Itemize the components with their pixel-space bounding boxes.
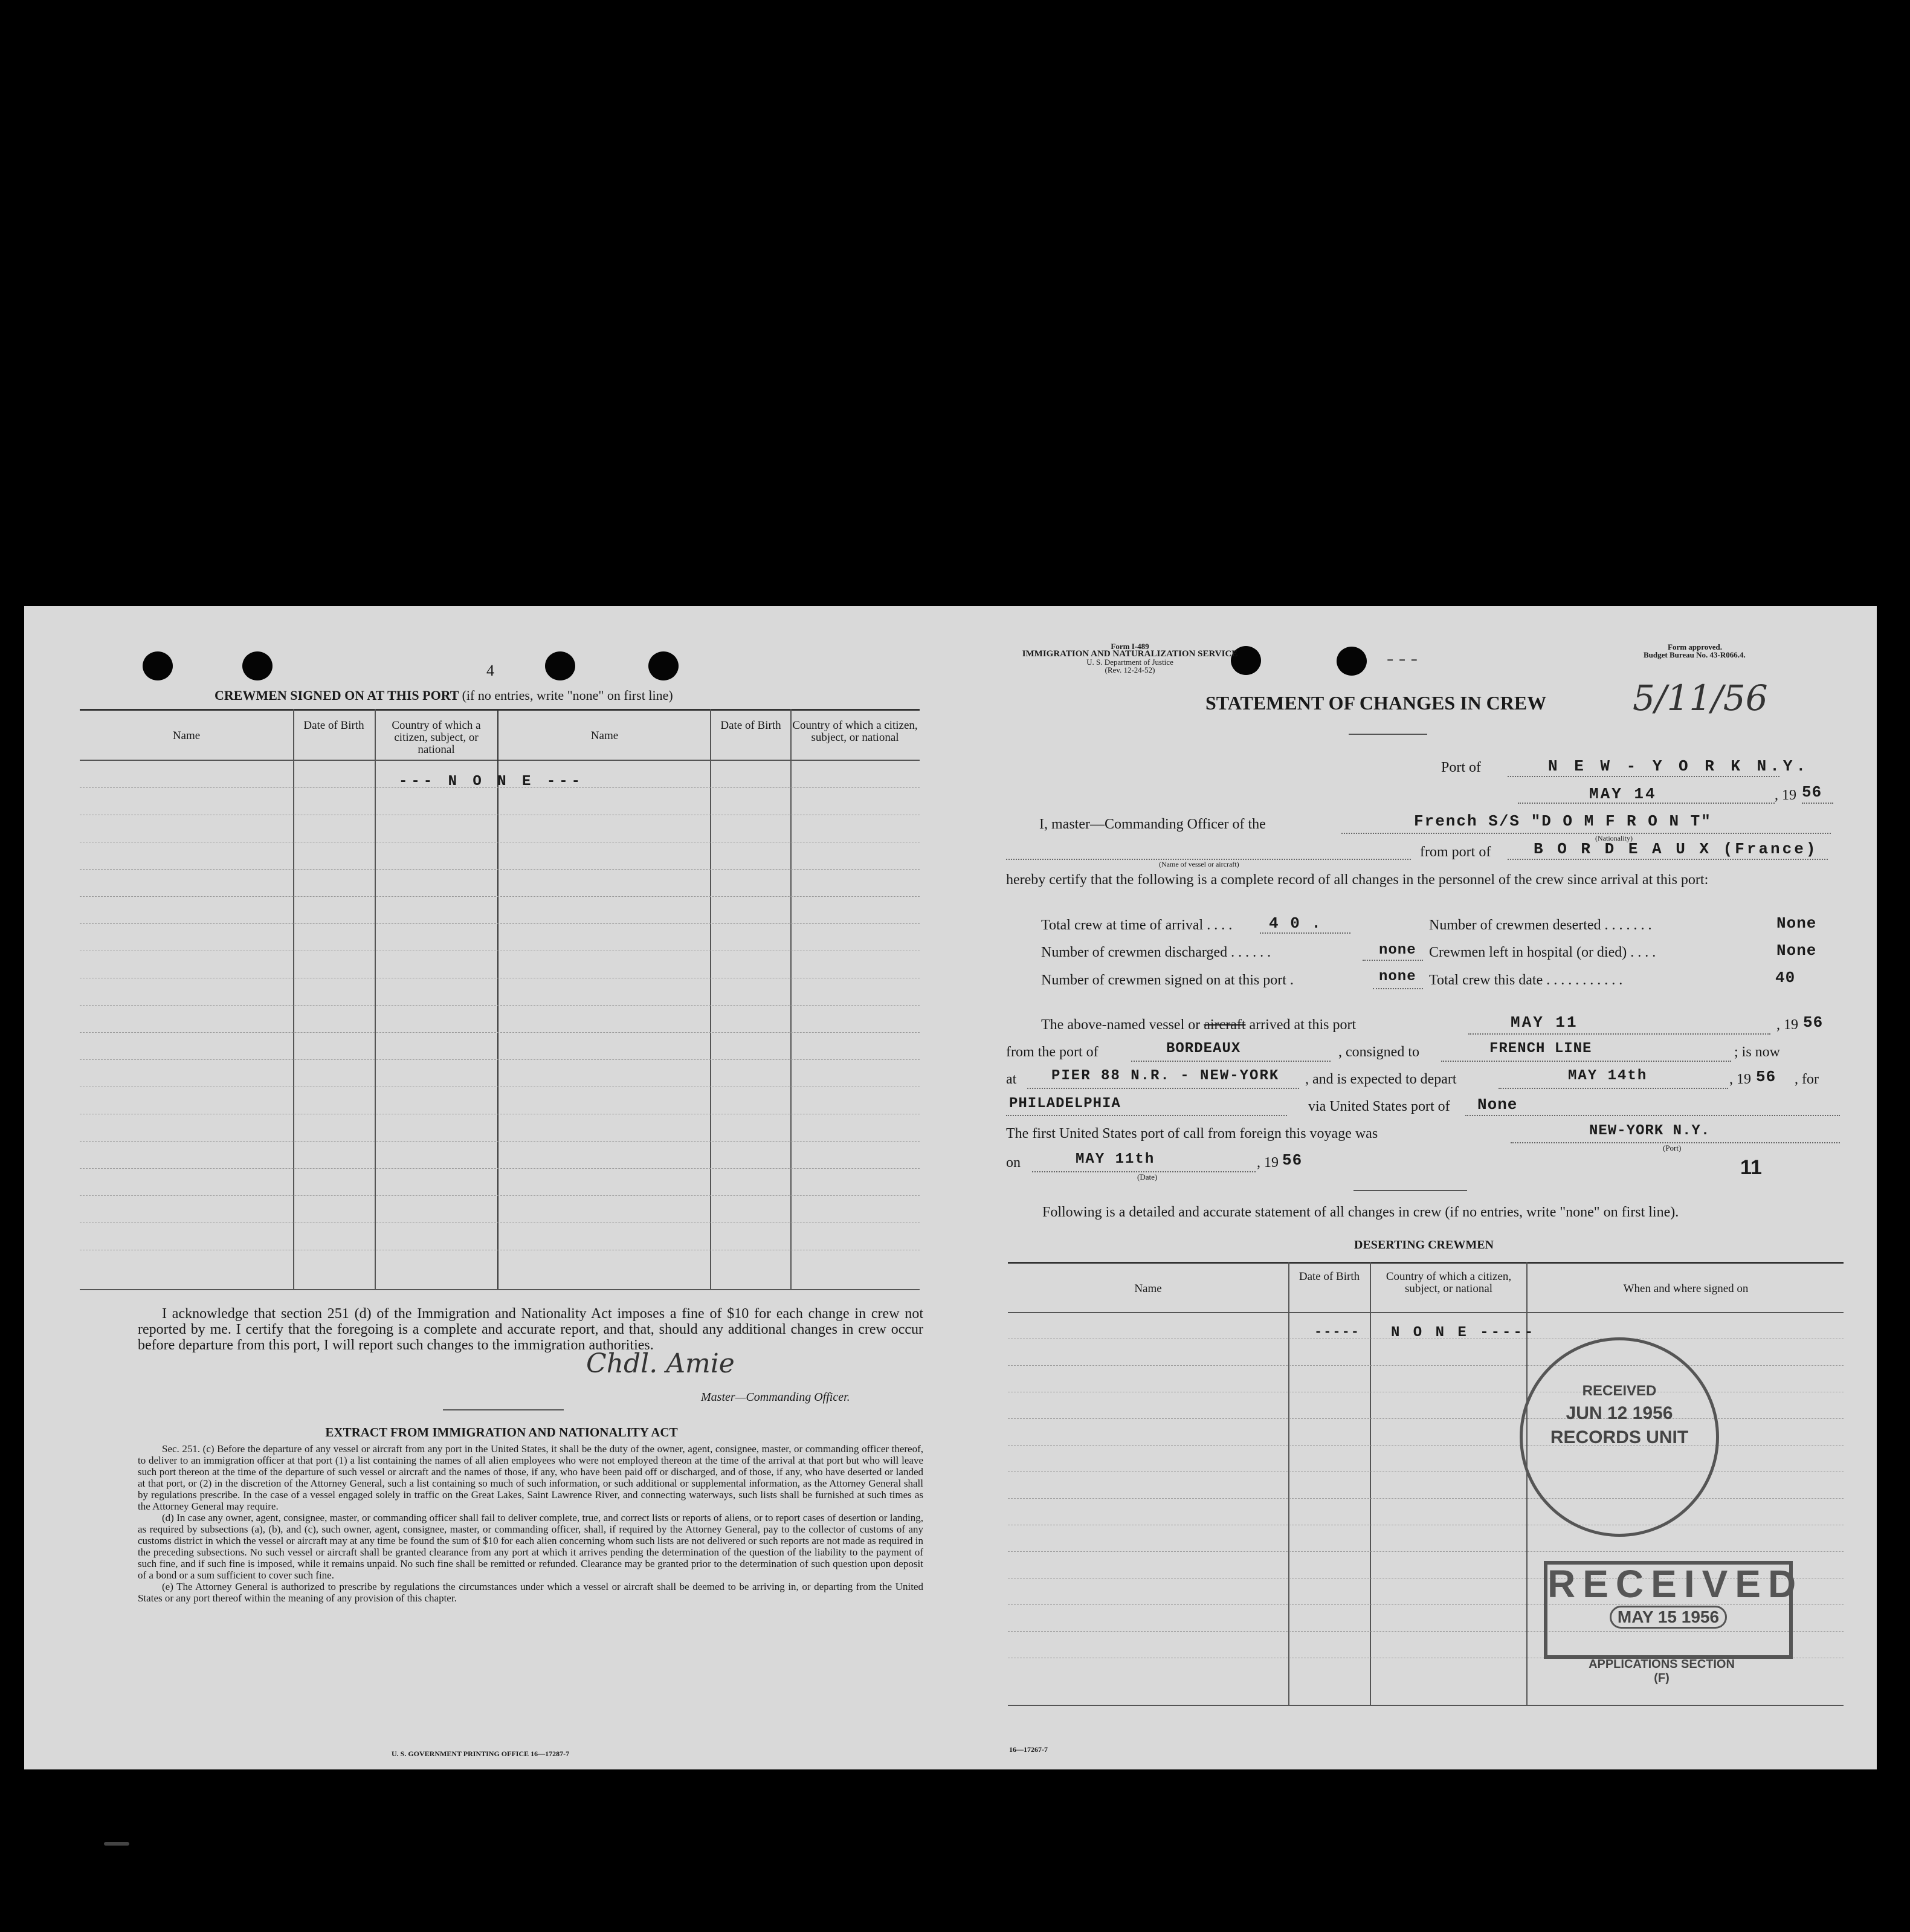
at-label: at — [1006, 1071, 1017, 1087]
table-row — [80, 896, 920, 897]
report-date: MAY 14 — [1589, 785, 1657, 803]
col-country-2: Country of which a citizen, subject, or national — [792, 719, 918, 744]
table-row — [80, 869, 920, 870]
crew-changes-form: 4 CREWMEN SIGNED ON AT THIS PORT (if no entries, write "none" on first line) Name Date of Birth Country of which a citizen, subject, or national Name Date of Birth Country of which a citizen, subject, or national --- N O N E --- I acknowledge that section 251 (d) of the Immigration and Nationality Act imposes a fine of $10 for each change in crew not reported by me. I certify that the foregoing is a complete and accurate report, and that, should any additional changes in crew occur before departure from this port, I will report such changes to the immigration authorities. Chdl. Amie Master—Commanding Officer. EXTRACT FROM IMMIGRATION AND NATIONALITY ACT Sec. 251. (c) Before the departure of any vessel or aircraft from any port in the United States, it shall be the duty of the owner, agent, consignee, master, or commanding officer thereof, to deliver to an immigration officer at that port (1) a list containing the names of all alien employees who were not employed thereon at the time of the arrival at that port but who will leave such port thereon at the time of the departure of such vessel or aircraft and the names of those, if any, who have been paid off or discharged, and of those, if any, who have deserted or landed at that port, or (2) in the discretion of the Attorney General, such a list containing so much of such information, or such additional or supplemental information, as the Attorney General shall by regulations prescribe. In the case of a vessel engaged solely in traffic on the Great Lakes, Saint Lawrence River, and connecting waterways, such lists shall be furnished at such times as the Attorney General may require. (d) In case any owner, agent, consignee, master, or commanding officer shall fail to deliver complete, true, and correct lists or reports of aliens, or to report cases of desertion or landing, as required by subsections (a), (b), and (c), such owner, agent, consignee, master, or commanding officer, shall, if required by the Attorney General, pay to the collector of customs of any customs district in which the vessel or aircraft may at any time be found the sum of $10 for each alien concerning whom such lists are not delivered or such reports are not made as required in the preceding subsections. No such vessel or aircraft shall be granted clearance from any port at which it arrives pending the determination of the question of the liability to the payment of such fine, and if such fine is imposed, while it remains unpaid. No such fine shall be remitted or refunded. Clearance may be granted prior to the determination of such question upon deposit of a bond or a sum sufficient to cover such fine. (e) The Attorney General is authorized to prescribe by regulations the circumstances under which a vessel or aircraft shall be deemed to be arriving in, or departing from the United States or any port thereof within the meaning of any provision of this chapter. U. S. GOVERNMENT PRINTING OFFICE 16—17287-7 Form I-489 IMMIGRATION AND NATURALIZATION SERVICE U. S. Department of Justice (Rev. 12-24-52) Form approved. Budget Bureau No. 43-R066.4. - - - 5/11/56 STATEMENT OF CHANGES IN CREW Port of N E W - Y O R K N.Y. MAY 14 , 19 56 I, master—Commanding Officer of the French S/S "D O M F R O N T" (Nationality) from port of B O R D E A U X (France) (Name of vessel or aircraft) hereby certify that the following is a complete record of all changes in the personnel of the crew since arrival at this port: Total crew at time of arrival . . . . 4 0 . Number of crewmen deserted . . . . . . . None Number of crewmen discharged . . . . . . none Crewmen left in hospital (or died) . . . . None Number of crewmen signed on at this port . none Total crew this date . . . . . . . . . . . 40 The above-named vessel or aircraft arrived at this port MAY 11 , 19 56 from the port of BORDEAUX , consigned to FRENCH LINE ; is now at PIER 88 N.R. - NEW-YORK , and is expected to depart MAY 14th , 19 56 , for PHILADELPHIA via United States port of None The first United States port of call from foreign this voyage was NEW-YORK N.Y. (Port) on MAY 11th , 19 56 (Date) 11 Following is a detailed and accurate statement of all changes in crew (if no entries, write "none" on first line). DESERTING CREWMEN Name Date of Birth Country of which a citizen, subject, or national When and where signed on ----- N O N E ----- RECEIVED JUN 12 1956 RECORDS UNIT RECEIVED MAY 15 1956 APPLICATIONS SECTION (F) 16—17267-7 — [24, 606, 1877, 1769]
vessel-name: French S/S "D O M F R O N T" — [1414, 812, 1712, 830]
punch-hole — [143, 651, 173, 680]
arrived-year: 56 — [1803, 1013, 1824, 1032]
port-note: (Port) — [1663, 1143, 1682, 1152]
depart-year-prefix: , 19 — [1729, 1071, 1751, 1087]
col-dob-2: Date of Birth — [720, 719, 781, 732]
from-port-label: from port of — [1420, 844, 1491, 860]
right-footer: 16—17267-7 — [1009, 1745, 1048, 1754]
following-text: Following is a detailed and accurate statement of all changes in crew (if no entries, write "none" on first line). — [1042, 1204, 1679, 1220]
table-row — [80, 787, 920, 788]
form-title: STATEMENT OF CHANGES IN CREW — [1205, 692, 1547, 714]
none-entry: --- N O N E --- — [399, 774, 584, 790]
report-year: 56 — [1802, 783, 1822, 801]
on-year: 56 — [1282, 1151, 1303, 1169]
table-row — [80, 1168, 920, 1169]
signer-title: Master—Commanding Officer. — [701, 1391, 850, 1404]
deserting-title: DESERTING CREWMEN — [1354, 1238, 1494, 1252]
table-row — [80, 1059, 920, 1060]
left-footer: U. S. GOVERNMENT PRINTING OFFICE 16—17287-7 — [392, 1749, 570, 1758]
on-value: MAY 11th — [1076, 1151, 1155, 1168]
date-note: (Date) — [1137, 1172, 1158, 1181]
col-deserter-name: Name — [1134, 1282, 1162, 1295]
acknowledgment-text: I acknowledge that section 251 (d) of the Immigration and Nationality Act imposes a fine of $10 for each change in crew not reported by me. I certify that the foregoing is a complete and accurate report, and that, should any additional changes in crew occur before departure from this port, I will report such changes to the immigration authorities. — [138, 1306, 923, 1353]
extract-title: EXTRACT FROM IMMIGRATION AND NATIONALITY ACT — [325, 1425, 678, 1439]
table-row — [80, 1032, 920, 1033]
consigned-value: FRENCH LINE — [1489, 1041, 1592, 1057]
arrived-year-prefix: , 19 — [1776, 1017, 1798, 1033]
records-unit-stamp: RECEIVED JUN 12 1956 RECORDS UNIT — [1520, 1337, 1719, 1537]
port-value: N E W - Y O R K N.Y. — [1548, 757, 1810, 775]
dash-marks: - - - — [1387, 647, 1418, 670]
master-label: I, master—Commanding Officer of the — [1039, 816, 1266, 832]
master-signature: Chdl. Amie — [586, 1348, 735, 1379]
page-number: 4 — [486, 662, 494, 679]
col-deserter-dob: Date of Birth — [1299, 1270, 1360, 1283]
col-name: Name — [172, 729, 201, 742]
from-value: BORDEAUX — [1166, 1041, 1241, 1057]
depart-date: MAY 14th — [1568, 1068, 1648, 1084]
on-label: on — [1006, 1155, 1021, 1171]
left-title: CREWMEN SIGNED ON AT THIS PORT (if no entries, write "none" on first line) — [215, 688, 673, 703]
is-now: ; is now — [1734, 1044, 1781, 1060]
table-row — [1008, 1365, 1844, 1366]
punch-hole — [545, 651, 575, 680]
form-approval: Form approved. Budget Bureau No. 43-R066.4. — [1644, 642, 1746, 659]
col-country: Country of which a citizen, subject, or national — [392, 719, 481, 756]
stamp-applications-label: APPLICATIONS SECTION (F) — [1589, 1658, 1735, 1685]
col-signed-on: When and where signed on — [1623, 1282, 1749, 1295]
from-label: from the port of — [1006, 1044, 1099, 1060]
certify-text: hereby certify that the following is a complete record of all changes in the personnel of the crew since arrival at this port: — [1006, 872, 1709, 888]
table-row — [80, 1195, 920, 1196]
handwritten-date: 5/11/56 — [1633, 677, 1768, 719]
punch-hole — [648, 651, 679, 680]
extract-text: Sec. 251. (c) Before the departure of any vessel or aircraft from any port in the United States, it shall be the duty of the owner, agent, consignee, master, or commanding officer thereof, to deliver to an immigration officer at that port (1) a list containing the names of all alien employees who were not employed thereon at the time of the arrival at that port but who will leave such port thereon at the time of the departure of such vessel or aircraft and the names of those, if any, who have been paid off or discharged, and of those, if any, who have deserted or landed at that port, or (2) in the discretion of the Attorney General, such a list containing so much of such information, or such additional or supplemental information, as the Attorney General shall by regulations prescribe. In the case of a vessel engaged solely in traffic on the Great Lakes, Saint Lawrence River, and connecting waterways, such lists shall be furnished at such times as the Attorney General may require. (d) In case any owner, agent, consignee, master, or commanding officer shall fail to deliver complete, true, and correct lists or reports of aliens, or to report cases of desertion or landing, as required by subsections (a), (b), and (c), such owner, agent, consignee, master, or commanding officer, shall, if required by the Attorney General, pay to the collector of customs of any customs district in which the vessel or aircraft may at any time be found the sum of $10 for each alien concerning whom such lists are not delivered or such reports are not made as required in the preceding subsections. No such vessel or aircraft shall be granted clearance from any port at which it arrives pending the determination of the question of the liability to the payment of such fine, and if such fine is imposed, while it remains unpaid. No such fine shall be remitted or refunded. Clearance may be granted prior to the determination of such question upon deposit of a bond or a sum sufficient to cover such fine. (e) The Attorney General is authorized to prescribe by regulations the circumstances under which a vessel or aircraft shall be deemed to be arriving in, or departing from the United States or any port thereof within the meaning of any provision of this chapter. — [138, 1443, 923, 1604]
depart-year: 56 — [1756, 1068, 1776, 1086]
table-row — [1008, 1551, 1844, 1552]
table-row — [1008, 1418, 1844, 1419]
col-deserter-country: Country of which a citizen, subject, or national — [1386, 1270, 1512, 1295]
port-label: Port of — [1441, 760, 1481, 775]
form-header: Form I-489 IMMIGRATION AND NATURALIZATION SERVICE U. S. Department of Justice (Rev. 12-24-52) — [1022, 642, 1238, 674]
none-dash: ----- — [1314, 1325, 1361, 1340]
count-mark: 11 — [1740, 1156, 1762, 1179]
table-row — [80, 1005, 920, 1006]
depart-label: , and is expected to depart — [1305, 1071, 1457, 1087]
destination: PHILADELPHIA — [1009, 1096, 1121, 1112]
on-year-prefix: , 19 — [1257, 1155, 1279, 1171]
table-row — [80, 1141, 920, 1142]
arrived-date: MAY 11 — [1511, 1013, 1578, 1032]
first-port-label: The first United States port of call from foreign this voyage was — [1006, 1126, 1378, 1142]
from-port-value: B O R D E A U X (France) — [1534, 840, 1818, 858]
at-value: PIER 88 N.R. - NEW-YORK — [1051, 1068, 1280, 1084]
vessel-note: (Name of vessel or aircraft) — [1159, 860, 1239, 868]
table-row — [1008, 1498, 1844, 1499]
first-port-value: NEW-YORK N.Y. — [1589, 1123, 1711, 1139]
scan-artifact — [104, 1842, 129, 1846]
none-entry-right: N O N E ----- — [1391, 1325, 1536, 1341]
for-label: , for — [1795, 1071, 1819, 1087]
table-row — [80, 923, 920, 924]
punch-hole — [1337, 647, 1367, 676]
applications-section-stamp: RECEIVED MAY 15 1956 — [1544, 1561, 1793, 1659]
col-name-2: Name — [590, 729, 619, 742]
consigned-label: , consigned to — [1338, 1044, 1419, 1060]
col-dob: Date of Birth — [303, 719, 364, 732]
arrived-label: The above-named vessel or aircraft arrived at this port — [1041, 1017, 1357, 1033]
nationality-note: (Nationality) — [1595, 834, 1633, 842]
report-year-prefix: , 19 — [1775, 787, 1796, 803]
via-label: via United States port of — [1308, 1099, 1450, 1114]
punch-hole — [242, 651, 273, 680]
via-value: None — [1477, 1096, 1518, 1114]
